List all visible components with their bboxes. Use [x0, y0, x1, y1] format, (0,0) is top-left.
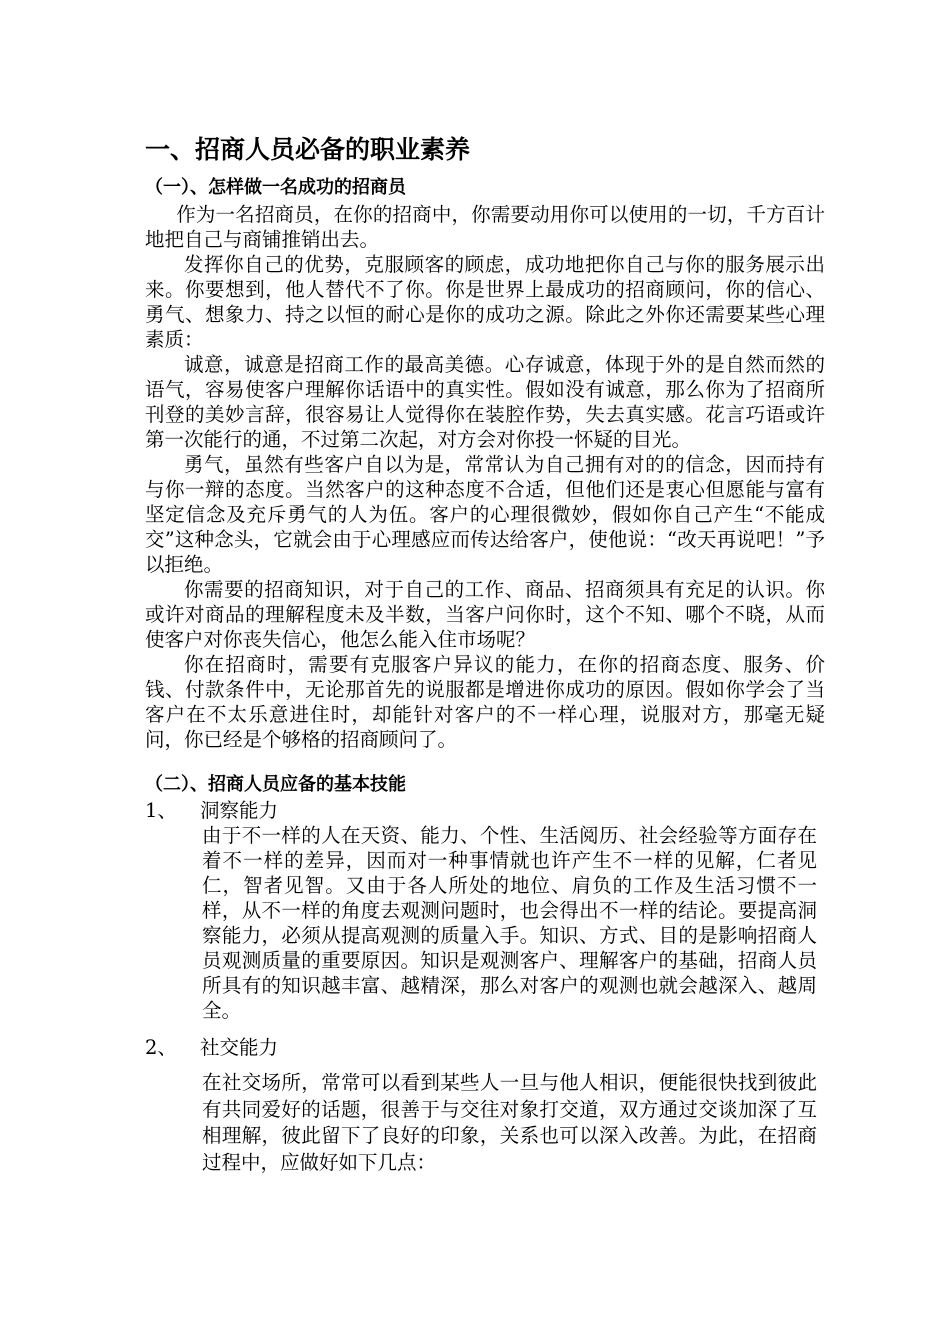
- list-item-body: 由于不一样的人在天资、能力、个性、生活阅历、社会经验等方面存在着不一样的差异，因而对一种事情就也许产生不一样的见解，仁者见仁，智者见智。又由于各人所处的地位、肩负的工作及生活习惯不一样，从不一样的角度去观测问题时，也会得出不一样的结论。要提高洞察能力，必须从提高观测的质量入手。知识、方式、目的是影响招商人员观测质量的重要原因。知识是观测客户、理解客户的基础，招商人员所具有的知识越丰富、越精深，那么对客户的观测也就会越深入、越周全。: [202, 824, 817, 1022]
- list-number: 2、: [145, 1036, 177, 1059]
- section-1-body: [145, 202, 825, 752]
- list-item-body: 在社交场所，常常可以看到某些人一旦与他人相识，便能很快找到彼此有共同爱好的话题，很善于与交往对象打交道，双方通过交谈加深了互相理解，彼此留下了良好的印象，关系也可以深入改善。为此，在招商过程中，应做好如下几点：: [202, 1071, 817, 1174]
- paragraph: 诚意，诚意是招商工作的最高美德。心存诚意，体现于外的是自然而然的语气，容易使客户理解你话语中的真实性。假如没有诚意，那么你为了招商所刊登的美妙言辞，很容易让人觉得你在装腔作势，失去真实感。花言巧语或许第一次能行的通，不过第二次起，对方会对你投一怀疑的目光。: [145, 353, 825, 451]
- page-title: 一、招商人员必备的职业素养: [145, 135, 471, 164]
- list-item-heading: [145, 1035, 278, 1060]
- list-item-heading: [145, 798, 278, 823]
- paragraph: 你在招商时，需要有克服客户异议的能力，在你的招商态度、服务、价钱、付款条件中，无论那首先的说服都是增进你成功的原因。假如你学会了当客户在不太乐意进住时，却能针对客户的不一样心理，说服对方，那毫无疑问，你已经是个够格的招商顾问了。: [145, 653, 825, 751]
- list-item-title: 洞察能力: [200, 799, 279, 822]
- list-number: 1、: [145, 799, 177, 822]
- paragraph: 作为一名招商员，在你的招商中，你需要动用你可以使用的一切，千方百计地把自己与商铺推销出去。: [145, 203, 825, 251]
- section-1-heading: （一）、怎样做一名成功的招商员: [145, 177, 406, 198]
- paragraph: 你需要的招商知识，对于自己的工作、商品、招商须具有充足的认识。你或许对商品的理解程度未及半数，当客户问你时，这个不知、哪个不晓，从而使客户对你丧失信心，他怎么能入住市场呢？: [145, 578, 825, 651]
- paragraph: 勇气，虽然有些客户自以为是，常常认为自己拥有对的的信念，因而持有与你一辩的态度。当然客户的这种态度不合适，但他们还是衷心但愿能与富有坚定信念及充斥勇气的人为伍。客户的心理很微妙，假如你自己产生“不能成交”这种念头，它就会由于心理感应而传达给客户，使他说：“改天再说吧！”予以拒绝。: [145, 453, 825, 576]
- paragraph: 发挥你自己的优势，克服顾客的顾虑，成功地把你自己与你的服务展示出来。你要想到，他人替代不了你。你是世界上最成功的招商顾问，你的信心、勇气、想象力、持之以恒的耐心是你的成功之源。除此之外你还需要某些心理素质：: [145, 253, 825, 351]
- list-item-title: 社交能力: [200, 1036, 279, 1059]
- section-2-heading: （二）、招商人员应备的基本技能: [145, 774, 406, 795]
